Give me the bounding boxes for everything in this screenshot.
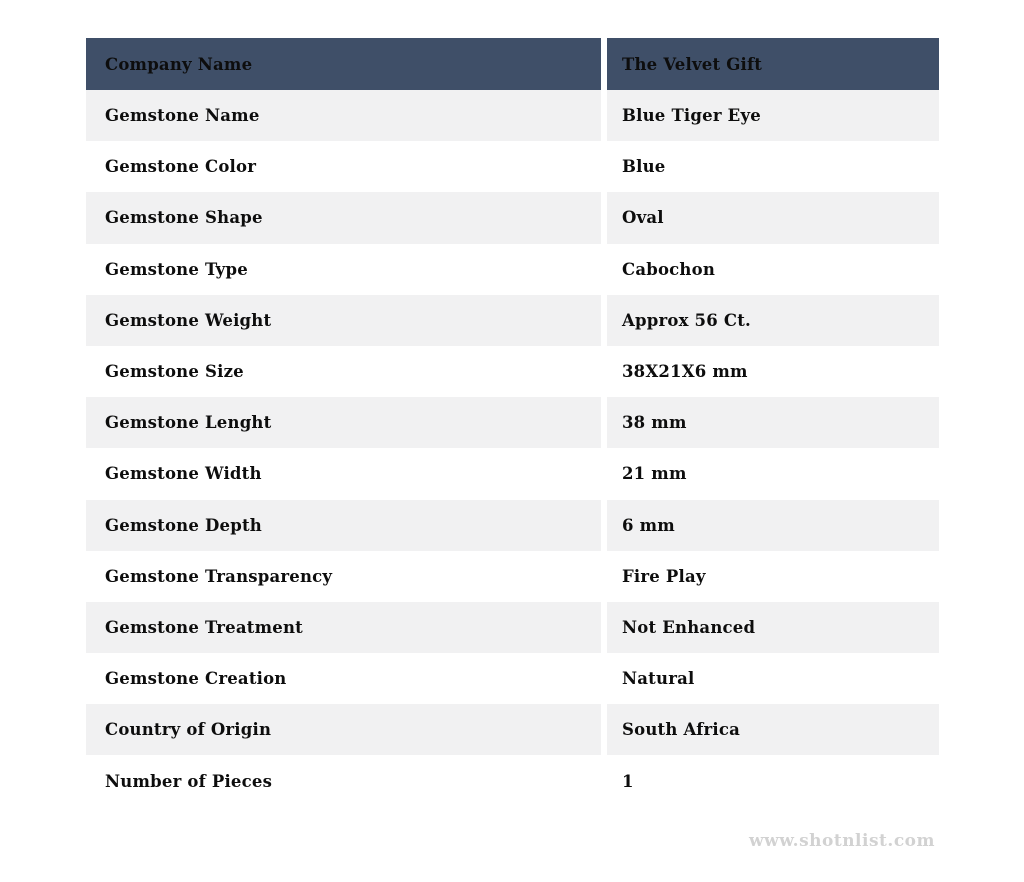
row-value-cell: 38X21X6 mm [607, 346, 939, 397]
table-row [86, 500, 939, 551]
row-label-cell: Gemstone Creation [86, 653, 601, 704]
watermark: www.shotnlist.com [748, 831, 935, 851]
row-label-cell: Gemstone Lenght [86, 397, 601, 448]
header-label-cell: Company Name [86, 38, 601, 90]
gemstone-spec-table [86, 38, 939, 807]
row-label-cell: Gemstone Shape [86, 192, 601, 243]
row-value-cell: 1 [607, 755, 939, 806]
row-label-cell: Gemstone Color [86, 141, 601, 192]
row-value-cell: Approx 56 Ct. [607, 295, 939, 346]
row-value-cell: Oval [607, 192, 939, 243]
row-value-cell: Not Enhanced [607, 602, 939, 653]
row-value-cell: 6 mm [607, 500, 939, 551]
row-value-cell: Fire Play [607, 551, 939, 602]
table-row [86, 346, 939, 397]
row-value-cell: South Africa [607, 704, 939, 755]
table-row [86, 397, 939, 448]
row-value-cell: 21 mm [607, 448, 939, 499]
table-row [86, 653, 939, 704]
row-value-cell: Blue [607, 141, 939, 192]
row-value-cell: Blue Tiger Eye [607, 90, 939, 141]
table-row [86, 704, 939, 755]
row-label-cell: Gemstone Treatment [86, 602, 601, 653]
row-label-cell: Gemstone Transparency [86, 551, 601, 602]
row-label-cell: Gemstone Width [86, 448, 601, 499]
row-value-cell: Cabochon [607, 244, 939, 295]
table-row [86, 90, 939, 141]
table-row [86, 551, 939, 602]
table-row [86, 295, 939, 346]
table-row [86, 602, 939, 653]
row-label-cell: Gemstone Weight [86, 295, 601, 346]
table-row [86, 448, 939, 499]
row-value-cell: Natural [607, 653, 939, 704]
table-row [86, 141, 939, 192]
row-label-cell: Country of Origin [86, 704, 601, 755]
row-label-cell: Gemstone Name [86, 90, 601, 141]
row-value-cell: 38 mm [607, 397, 939, 448]
table-row [86, 192, 939, 243]
table-row [86, 755, 939, 806]
row-label-cell: Gemstone Depth [86, 500, 601, 551]
table-header-row [86, 38, 939, 90]
header-value-cell: The Velvet Gift [607, 38, 939, 90]
row-label-cell: Gemstone Type [86, 244, 601, 295]
table-row [86, 244, 939, 295]
table-body [86, 90, 939, 807]
row-label-cell: Number of Pieces [86, 755, 601, 806]
row-label-cell: Gemstone Size [86, 346, 601, 397]
